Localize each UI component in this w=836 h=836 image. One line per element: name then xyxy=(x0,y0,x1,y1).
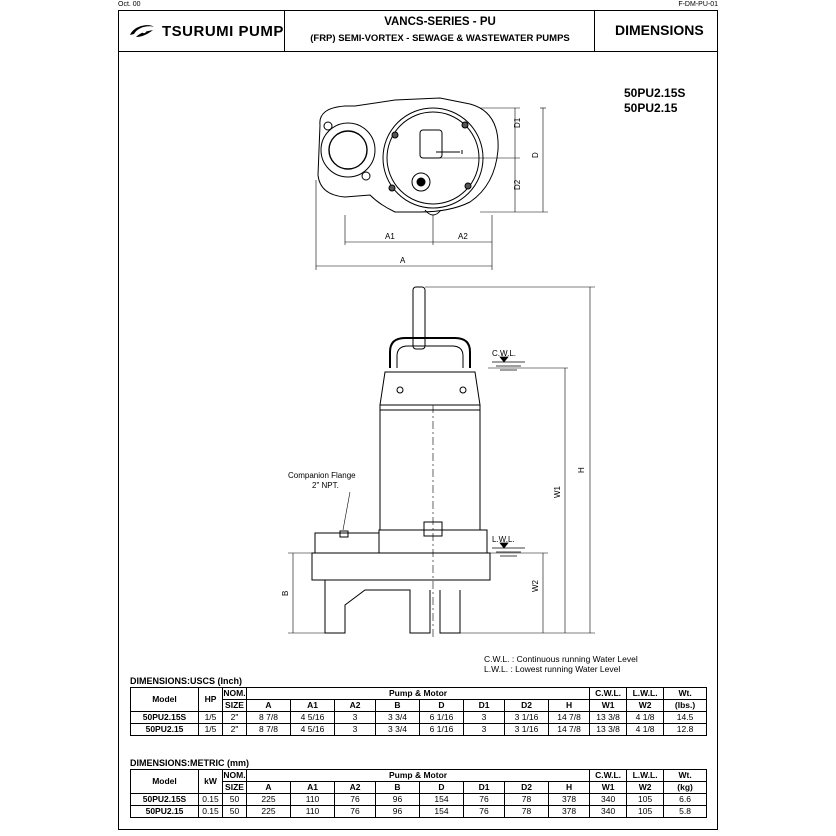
series-title: VANCS-SERIES - PU xyxy=(384,16,496,28)
table-cell: 378 xyxy=(549,806,590,818)
col-model-header: Model xyxy=(131,770,199,794)
table-cell: 50PU2.15 xyxy=(131,806,199,818)
table-cell: 2" xyxy=(223,712,247,724)
table-cell: 50 xyxy=(223,794,247,806)
table-cell: 4 1/8 xyxy=(627,724,664,736)
col-wt-header: Wt. xyxy=(664,770,707,782)
table-cell: 105 xyxy=(627,794,664,806)
col-b-header: B xyxy=(376,700,420,712)
table-cell: 2" xyxy=(223,724,247,736)
table-cell: 12.8 xyxy=(664,724,707,736)
col-power-header: HP xyxy=(199,688,223,712)
table-cell: 4 5/16 xyxy=(291,724,335,736)
col-power-header: kW xyxy=(199,770,223,794)
table-cell: 76 xyxy=(335,794,376,806)
document-code: F-DM-PU-01 xyxy=(678,1,718,8)
table-cell: 76 xyxy=(464,794,505,806)
col-w1-header: W1 xyxy=(590,700,627,712)
flange-label: Companion Flange xyxy=(288,471,356,480)
dim-label-h: H xyxy=(577,467,586,473)
table-cell: 14 7/8 xyxy=(549,712,590,724)
table-cell: 378 xyxy=(549,794,590,806)
table-cell: 4 1/8 xyxy=(627,712,664,724)
col-d1-header: D1 xyxy=(464,782,505,794)
table-cell: 340 xyxy=(590,806,627,818)
col-h-header: H xyxy=(549,700,590,712)
table-cell: 3 xyxy=(335,724,376,736)
table-cell: 1/5 xyxy=(199,712,223,724)
table-cell: 13 3/8 xyxy=(590,712,627,724)
table-cell: 5.8 xyxy=(664,806,707,818)
col-d2-header: D2 xyxy=(505,700,549,712)
table-cell: 8 7/8 xyxy=(247,724,291,736)
dim-label-d2: D2 xyxy=(513,179,522,190)
series-subtitle: (FRP) SEMI-VORTEX - SEWAGE & WASTEWATER PUMPS xyxy=(310,33,570,44)
col-size-header: SIZE xyxy=(223,782,247,794)
flange-size-label: 2" NPT. xyxy=(312,481,339,490)
note-cwl: C.W.L. : Continuous running Water Level xyxy=(484,654,638,664)
table-cell: 3 xyxy=(335,712,376,724)
col-nom-header: NOM. xyxy=(223,688,246,698)
table-row xyxy=(131,794,707,806)
col-size-header: SIZE xyxy=(223,700,247,712)
col-wt-header: Wt. xyxy=(664,688,707,700)
dim-label-d: D xyxy=(531,152,540,158)
col-lwl-header: L.W.L. xyxy=(627,770,664,782)
lwl-label: L.W.L. xyxy=(492,535,515,544)
brand-name: TSURUMI PUMP xyxy=(162,23,284,40)
model-name-2: 50PU2.15 xyxy=(624,101,678,115)
col-model-header: Model xyxy=(131,688,199,712)
table-cell: 14.5 xyxy=(664,712,707,724)
model-name-1: 50PU2.15S xyxy=(624,86,686,100)
table-cell: 110 xyxy=(291,806,335,818)
table-cell: 225 xyxy=(247,794,291,806)
col-w2-header: W2 xyxy=(627,700,664,712)
table-cell: 3 3/4 xyxy=(376,724,420,736)
table-cell: 3 3/4 xyxy=(376,712,420,724)
table-cell: 78 xyxy=(505,806,549,818)
table-cell: 154 xyxy=(420,806,464,818)
dim-label-d1: D1 xyxy=(513,117,522,128)
table-cell: 3 1/16 xyxy=(505,712,549,724)
table-cell: 0.15 xyxy=(199,806,223,818)
col-d2-header: D2 xyxy=(505,782,549,794)
table-cell: 340 xyxy=(590,794,627,806)
table-cell: 76 xyxy=(335,806,376,818)
table-cell: 225 xyxy=(247,806,291,818)
col-a2-header: A2 xyxy=(335,700,376,712)
col-unit-header: (kg) xyxy=(664,782,707,794)
table-cell: 6 1/16 xyxy=(420,712,464,724)
col-d-header: D xyxy=(420,782,464,794)
table-cell: 50PU2.15 xyxy=(131,724,199,736)
table-cell: 3 xyxy=(464,724,505,736)
col-a1-header: A1 xyxy=(291,782,335,794)
table-cell: 8 7/8 xyxy=(247,712,291,724)
col-a1-header: A1 xyxy=(291,700,335,712)
col-w1-header: W1 xyxy=(590,782,627,794)
table-cell: 50PU2.15S xyxy=(131,794,199,806)
table-cell: 105 xyxy=(627,806,664,818)
table-cell: 50 xyxy=(223,806,247,818)
col-h-header: H xyxy=(549,782,590,794)
document-date: Oct. 00 xyxy=(118,1,141,8)
metric-table xyxy=(130,769,707,818)
dim-label-a: A xyxy=(400,256,406,265)
cwl-label: C.W.L. xyxy=(492,349,517,358)
col-a-header: A xyxy=(247,782,291,794)
uscs-table xyxy=(130,687,707,736)
table-cell: 0.15 xyxy=(199,794,223,806)
col-group-header: Pump & Motor xyxy=(247,770,590,782)
col-w2-header: W2 xyxy=(627,782,664,794)
table-row xyxy=(131,712,707,724)
table-cell: 3 xyxy=(464,712,505,724)
metric-table-title: DIMENSIONS:METRIC (mm) xyxy=(130,758,249,768)
table-cell: 96 xyxy=(376,806,420,818)
col-d1-header: D1 xyxy=(464,700,505,712)
table-cell: 154 xyxy=(420,794,464,806)
uscs-table-title: DIMENSIONS:USCS (Inch) xyxy=(130,676,243,686)
table-cell: 1/5 xyxy=(199,724,223,736)
dim-label-a1: A1 xyxy=(385,232,395,241)
table-cell: 6 1/16 xyxy=(420,724,464,736)
table-cell: 3 1/16 xyxy=(505,724,549,736)
table-cell: 96 xyxy=(376,794,420,806)
dim-label-a2: A2 xyxy=(458,232,468,241)
water-level-marks xyxy=(492,357,525,556)
col-cwl-header: C.W.L. xyxy=(590,688,627,700)
col-nom-header: NOM. xyxy=(223,770,246,780)
col-cwl-header: C.W.L. xyxy=(590,770,627,782)
table-cell: 14 7/8 xyxy=(549,724,590,736)
col-unit-header: (lbs.) xyxy=(664,700,707,712)
section-title: DIMENSIONS xyxy=(615,22,704,38)
table-cell: 6.6 xyxy=(664,794,707,806)
table-cell: 4 5/16 xyxy=(291,712,335,724)
dim-label-b: B xyxy=(281,590,290,596)
col-a2-header: A2 xyxy=(335,782,376,794)
table-cell: 110 xyxy=(291,794,335,806)
col-lwl-header: L.W.L. xyxy=(627,688,664,700)
table-cell: 76 xyxy=(464,806,505,818)
note-lwl: L.W.L. : Lowest running Water Level xyxy=(484,664,621,674)
pump-front-view xyxy=(312,287,490,640)
pump-top-view xyxy=(318,98,498,215)
table-row xyxy=(131,806,707,818)
table-cell: 13 3/8 xyxy=(590,724,627,736)
col-group-header: Pump & Motor xyxy=(247,688,590,700)
dim-label-w2: W2 xyxy=(531,580,540,592)
table-cell: 50PU2.15S xyxy=(131,712,199,724)
col-b-header: B xyxy=(376,782,420,794)
table-row xyxy=(131,724,707,736)
dim-label-w1: W1 xyxy=(553,486,562,498)
col-d-header: D xyxy=(420,700,464,712)
table-cell: 78 xyxy=(505,794,549,806)
col-a-header: A xyxy=(247,700,291,712)
